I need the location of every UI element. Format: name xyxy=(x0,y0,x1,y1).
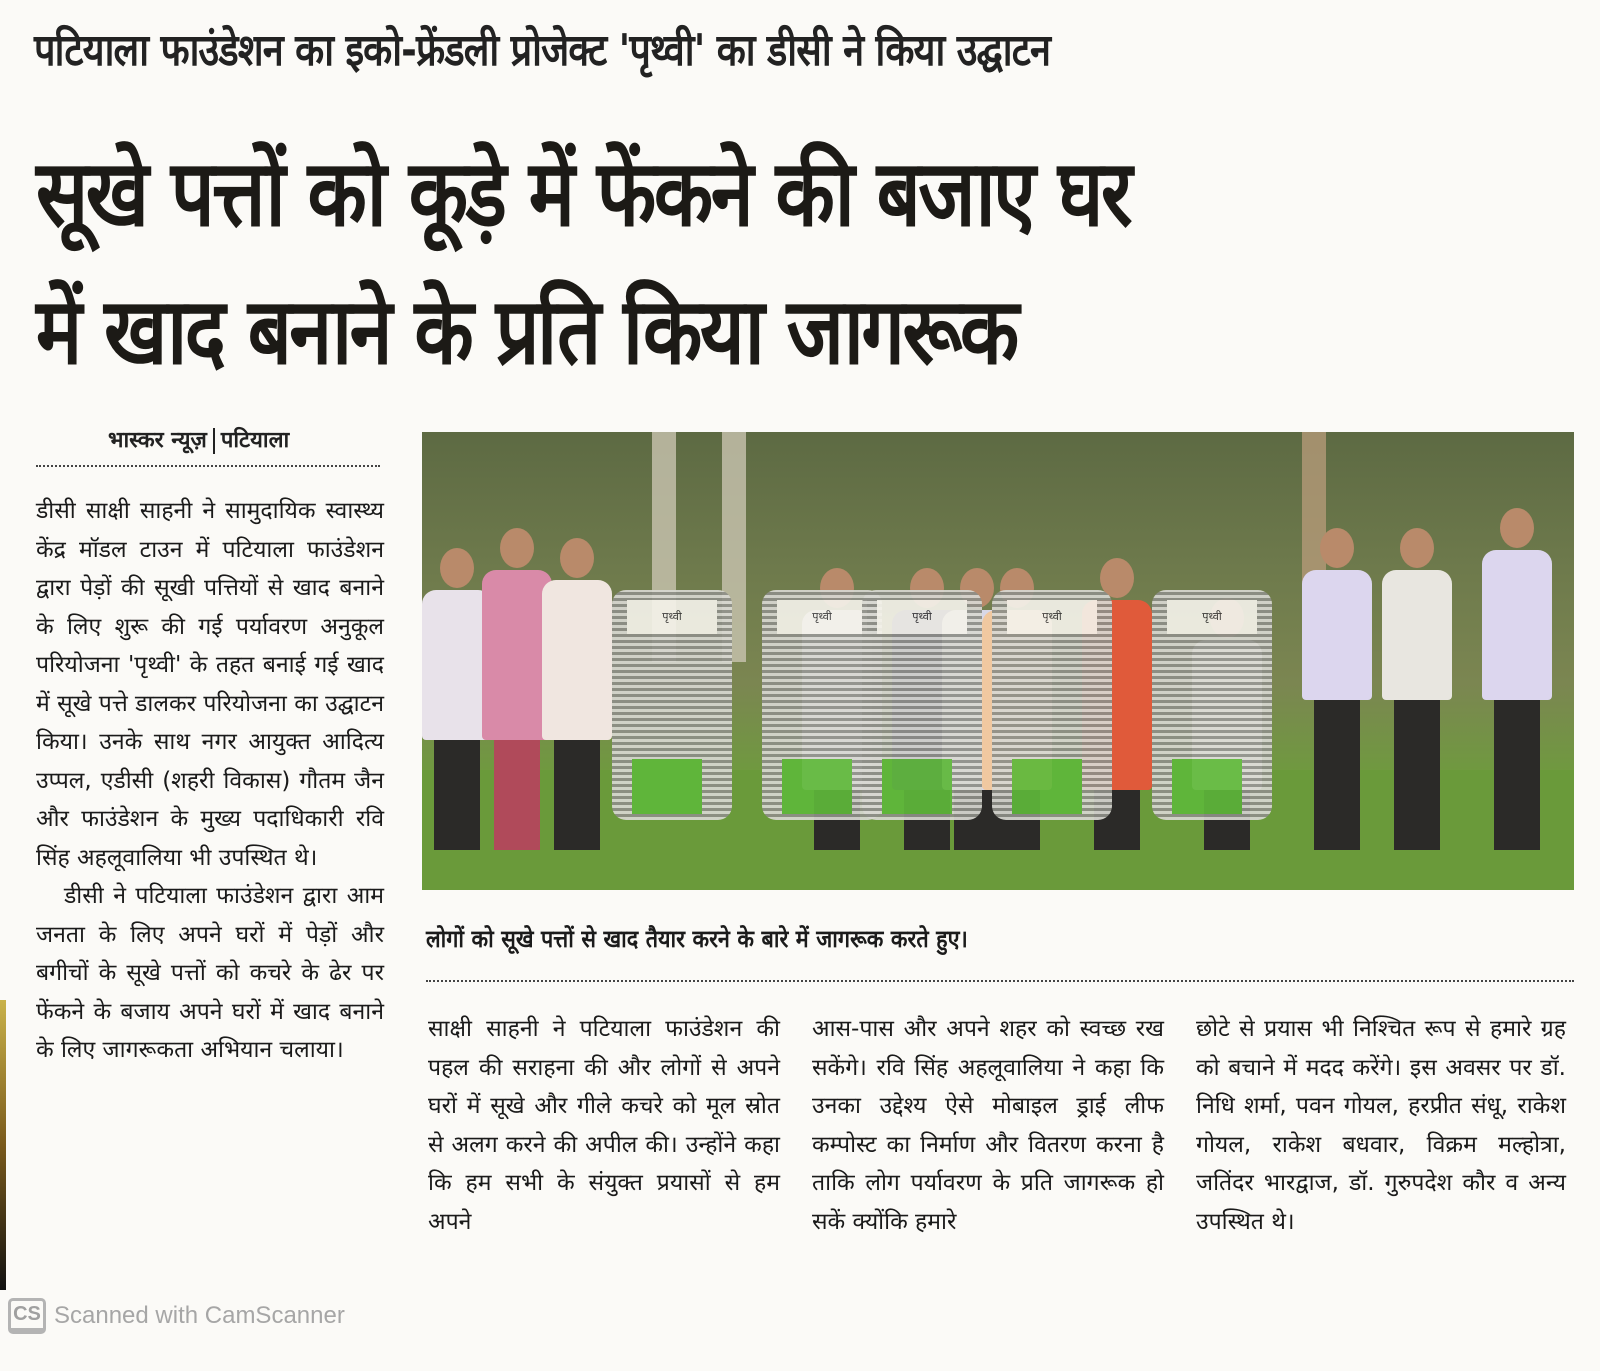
watermark-text: Scanned with CamScanner xyxy=(54,1302,345,1329)
person xyxy=(1382,528,1452,850)
compost-bin: पृथ्वी xyxy=(992,590,1112,820)
byline xyxy=(108,424,289,454)
compost-bin: पृथ्वी xyxy=(762,590,882,820)
caption-divider xyxy=(426,980,1574,982)
photo-caption: लोगों को सूखे पत्तों से खाद तैयार करने के बारे में जागरूक करते हुए। xyxy=(426,925,968,953)
headline-line-1: सूखे पत्तों को कूड़े में फेंकने की बजाए घर xyxy=(36,140,1130,247)
scan-edge xyxy=(0,1000,6,1290)
column-1-paragraph-1: डीसी साक्षी साहनी ने सामुदायिक स्वास्थ्य केंद्र मॉडल टाउन में पटियाला फाउंडेशन द्वारा पेड़ों की सूखी पत्तियों से खाद बनाने के लिए शुरू की गई पर्यावरण अनुकूल परियोजना 'पृथ्वी' के तहत बनाई गई खाद में सूखे पत्ते डालकर परियोजना का उद्घाटन किया। उनके साथ नगर आयुक्त आदित्य उप्पल, एडीसी (शहरी विकास) गौतम जैन और फाउंडेशन के मुख्य पदाधिकारी रवि सिंह अहलूवालिया भी उपस्थित थे। xyxy=(36,498,384,871)
column-3 xyxy=(812,1010,1164,1241)
camscanner-logo-icon: CS xyxy=(8,1298,46,1334)
column-2 xyxy=(428,1010,780,1241)
column-4 xyxy=(1196,1010,1566,1241)
column-4-paragraph-1: छोटे से प्रयास भी निश्चित रूप से हमारे ग्रह को बचाने में मदद करेंगे। इस अवसर पर डॉ. निधि शर्मा, पवन गोयल, हरप्रीत संधू, राकेश गोयल, राकेश बधवार, विक्रम मल्होत्रा, जतिंदर भारद्वाज, डॉ. गुरुपदेश कौर व अन्य उपस्थित थे। xyxy=(1196,1016,1566,1235)
column-1-paragraph-2: डीसी ने पटियाला फाउंडेशन द्वारा आम जनता के लिए अपने घरों में पेड़ों और बगीचों के सूखे पत्तों को कचरे के ढेर पर फेंकने के बजाय अपने घरों में खाद बनाने के लिए जागरूकता अभियान चलाया। xyxy=(36,883,384,1063)
byline-divider xyxy=(36,465,380,467)
column-1 xyxy=(36,492,384,1070)
byline-city: पटियाला xyxy=(220,428,290,453)
leaf-bag xyxy=(1012,759,1082,814)
compost-bin: पृथ्वी xyxy=(862,590,982,820)
compost-bin: पृथ्वी xyxy=(1152,590,1272,820)
article-headline xyxy=(36,125,1531,401)
person xyxy=(1482,508,1552,850)
byline-separator xyxy=(213,428,215,454)
byline-source: भास्कर न्यूज़ xyxy=(108,428,207,453)
column-3-paragraph-1: आस-पास और अपने शहर को स्वच्छ रख सकेंगे। रवि सिंह अहलूवालिया ने कहा कि उनका उद्देश्य ऐसे मोबाइल ड्राई लीफ कम्पोस्ट का निर्माण और वितरण करना है ताकि लोग पर्यावरण के प्रति जागरूक हो सकें क्योंकि हमारे xyxy=(812,1016,1164,1235)
compost-bin: पृथ्वी xyxy=(612,590,732,820)
person xyxy=(542,538,612,850)
article-kicker: पटियाला फाउंडेशन का इको-फ्रेंडली प्रोजेक्ट 'पृथ्वी' का डीसी ने किया उद्घाटन xyxy=(34,25,1051,76)
leaf-bag xyxy=(882,759,952,814)
camscanner-watermark xyxy=(8,1298,345,1334)
person xyxy=(1302,528,1372,850)
headline-line-2: में खाद बनाने के प्रति किया जागरूक xyxy=(36,278,1017,385)
leaf-bag xyxy=(1172,759,1242,814)
column-2-paragraph-1: साक्षी साहनी ने पटियाला फाउंडेशन की पहल की सराहना की और लोगों से अपने घरों में सूखे और गीले कचरे को मूल स्रोत से अलग करने की अपील की। उन्होंने कहा कि हम सभी के संयुक्त प्रयासों से हम अपने xyxy=(428,1016,780,1235)
leaf-bag xyxy=(632,759,702,814)
leaf-bag xyxy=(782,759,852,814)
article-photo xyxy=(422,432,1574,890)
